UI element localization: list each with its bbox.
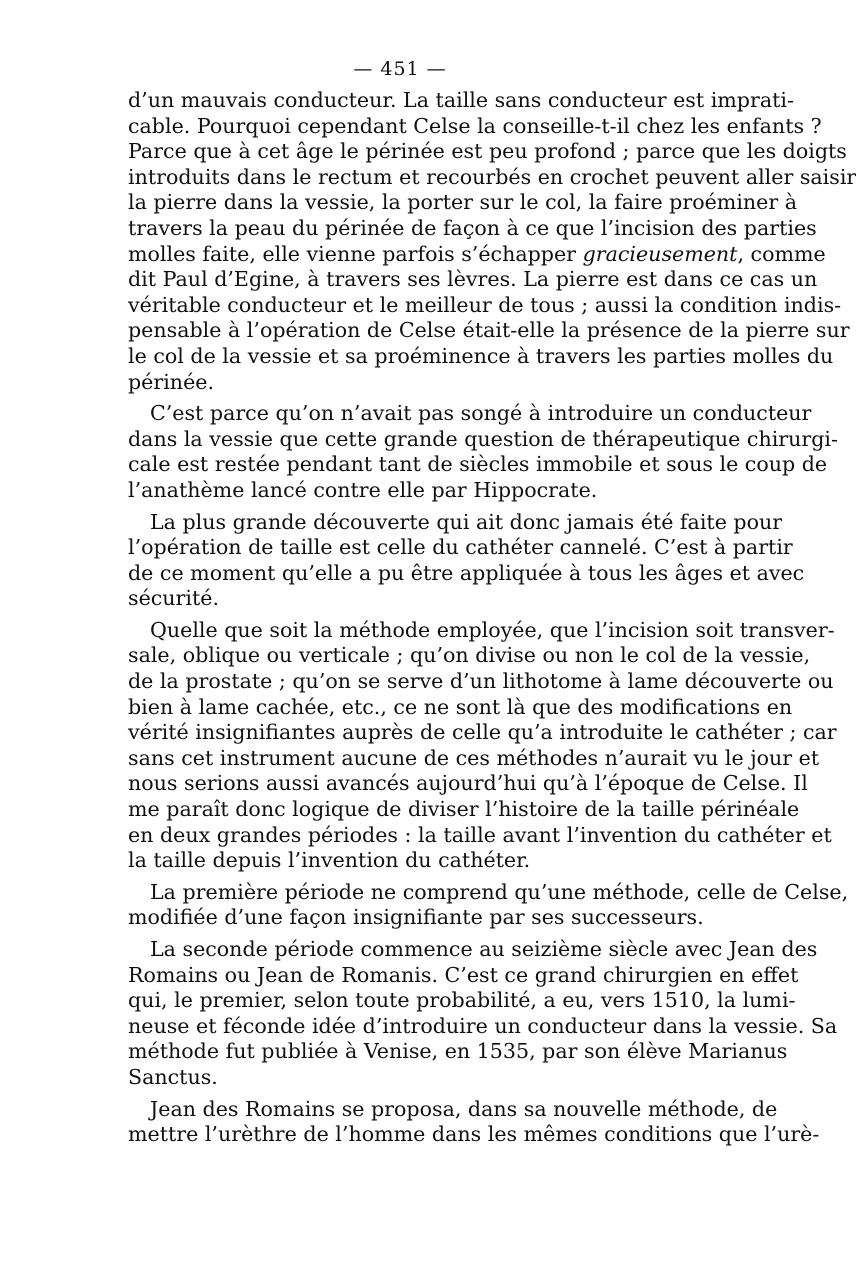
text-line: modifiée d’une façon insignifiante par ses successeurs. [128, 905, 704, 930]
text-line: C’est parce qu’on n’avait pas songé à introduire un conducteur [150, 401, 812, 426]
page-body [128, 88, 856, 1148]
text-line: la taille depuis l’invention du cathéter. [128, 848, 531, 873]
text-line: le col de la vessie et sa proéminence à travers les parties molles du [128, 343, 834, 368]
paragraph [128, 509, 805, 612]
paragraph [128, 937, 838, 1091]
text-line: sans cet instrument aucune de ces méthodes n’aurait vu le jour et [128, 745, 820, 770]
text-line: sécurité. [128, 586, 219, 611]
text-line: l’opération de taille est celle du cathéter cannelé. C’est à partir [128, 535, 793, 560]
text-line: méthode fut publiée à Venise, en 1535, par son élève Marianus [128, 1039, 788, 1064]
text-line: Parce que à cet âge le périnée est peu profond ; parce que les doigts [128, 139, 847, 164]
text-line: dans la vessie que cette grande question de thérapeutique chirurgi- [128, 426, 838, 451]
text-line: Jean des Romains se proposa, dans sa nouvelle méthode, de [150, 1096, 778, 1121]
page-number: — 451 — [353, 58, 447, 80]
text-line: de la prostate ; qu’on se serve d’un lithotome à lame découverte ou [128, 669, 834, 694]
text-line: cable. Pourquoi cependant Celse la conseille-t-il chez les enfants ? [128, 113, 822, 138]
text-line: la pierre dans la vessie, la porter sur le col, la faire proéminer à [128, 190, 798, 215]
text-line: molles faite, elle vienne parfois s’échapper gracieusement, comme [128, 241, 826, 266]
text-line: d’un mauvais conducteur. La taille sans conducteur est imprati- [128, 88, 794, 112]
text-line: sale, oblique ou verticale ; qu’on divise ou non le col de la vessie, [128, 643, 811, 668]
text-line: en deux grandes périodes : la taille avant l’invention du cathéter et [128, 822, 832, 847]
text-line: mettre l’urèthre de l’homme dans les mêmes conditions que l’urè- [128, 1122, 820, 1147]
text-line: vérité insignifiantes auprès de celle qu’a introduite le cathéter ; car [128, 720, 837, 745]
paragraph [128, 617, 837, 874]
text-line: véritable conducteur et le meilleur de tous ; aussi la condition indis- [128, 292, 842, 317]
text-line: de ce moment qu’elle a pu être appliquée à tous les âges et avec [128, 560, 805, 585]
text-line: travers la peau du périnée de façon à ce que l’incision des parties [128, 215, 817, 240]
text-line: pensable à l’opération de Celse était-elle la présence de la pierre sur [128, 318, 850, 343]
paragraph [128, 401, 838, 503]
paragraph [128, 1096, 820, 1148]
text-line: cale est restée pendant tant de siècles immobile et sous le coup de [128, 452, 828, 477]
text-line: Quelle que soit la méthode employée, que l’incision soit transver- [150, 617, 835, 642]
text-line: nous serions aussi avancés aujourd’hui qu’à l’époque de Celse. Il [128, 771, 808, 796]
text-line: La première période ne comprend qu’une méthode, celle de Celse, [150, 879, 849, 904]
text-line: bien à lame cachée, etc., ce ne sont là que des modifications en [128, 694, 793, 719]
text-line: La seconde période commence au seizième siècle avec Jean des [150, 937, 818, 961]
text-line: Sanctus. [128, 1064, 218, 1089]
text-line: neuse et féconde idée d’introduire un conducteur dans la vessie. Sa [128, 1013, 838, 1038]
italic-word: gracieusement [582, 241, 738, 266]
text-line: Romains ou Jean de Romanis. C’est ce grand chirurgien en effet [128, 962, 799, 987]
text-line: dit Paul d’Egine, à travers ses lèvres. La pierre est dans ce cas un [128, 267, 818, 292]
text-line: qui, le premier, selon toute probabilité, a eu, vers 1510, la lumi- [128, 988, 796, 1013]
text-line: La plus grande découverte qui ait donc jamais été faite pour [150, 509, 783, 534]
paragraph [128, 88, 856, 395]
text-line: périnée. [128, 369, 214, 394]
text-line: introduits dans le rectum et recourbés en crochet peuvent aller saisir [128, 164, 856, 189]
paragraph [128, 879, 849, 931]
text-line: l’anathème lancé contre elle par Hippocrate. [128, 477, 598, 502]
text-line: me paraît donc logique de diviser l’histoire de la taille périnéale [128, 797, 800, 822]
